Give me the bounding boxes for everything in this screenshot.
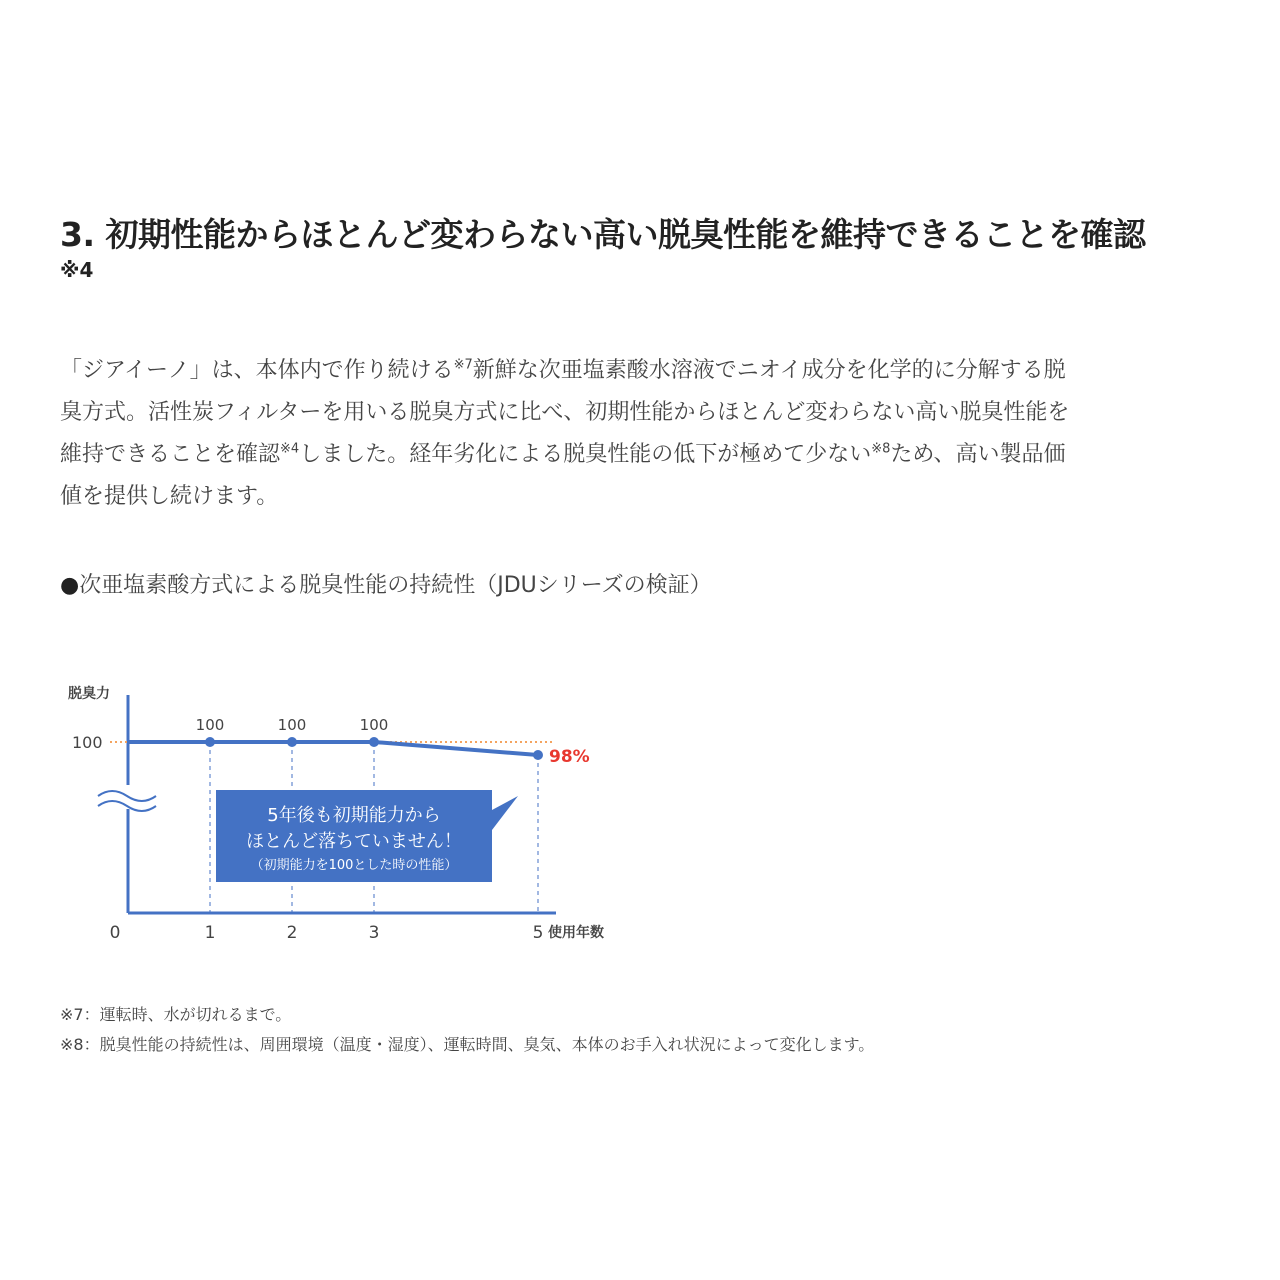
series-line [128,742,538,755]
caption-text: 次亜塩素酸方式による脱臭性能の持続性（JDUシリーズの検証） [79,573,712,598]
x-tick-label: 2 [286,923,298,943]
x-tick-label: 5 [532,923,544,943]
section-heading: 3. 初期性能からほとんど変わらない高い脱臭性能を維持できることを確認 [60,215,1146,254]
callout-line-3: （初期能力を100とした時の性能） [250,858,458,873]
footnote-ref-8: ※8 [871,441,891,457]
data-point [287,737,297,747]
callout-line-2: ほとんど落ちていません！ [246,831,462,852]
section-heading-note: ※4 [60,258,94,282]
callout-line-1: 5年後も初期能力から [267,805,441,826]
data-point [369,737,379,747]
data-label: 100 [277,716,307,734]
durability-chart [0,660,700,970]
caption-bullet: ● [60,573,80,598]
x-axis-label: 使用年数 [548,925,604,941]
body-line-1: 「ジアイーノ」は、本体内で作り続ける$^{※7}$新鮮な次亜塩素酸水溶液でニオイ成分を化学的に分解する脱 [60,357,1066,383]
data-point [205,737,215,747]
chart-caption [60,568,712,599]
body-paragraph [60,350,1220,518]
body-line-2: 臭方式。活性炭フィルターを用いる脱臭方式に比べ、初期性能からほとんど変わらない高い脱臭性能を [60,400,1070,425]
data-label: 100 [359,716,389,734]
footnotes [60,1000,874,1060]
data-label: 100 [195,716,225,734]
footnote-ref-4: ※4 [280,441,300,457]
y-axis-label: 脱臭力 [68,686,110,702]
body-line-4: 値を提供し続けます。 [60,484,279,509]
x-tick-label: 3 [368,923,380,943]
y-tick-label: 100 [72,733,103,752]
x-tick-label: 1 [204,923,216,943]
footnote-8: ※8：脱臭性能の持続性は、周囲環境（温度・湿度）、運転時間、臭気、本体のお手入れ状況によって変化します。 [60,1035,875,1054]
data-label-highlight: 98% [549,747,590,767]
footnote-7: ※7：運転時、水が切れるまで。 [60,1005,292,1024]
body-line-3: 維持できることを確認$^{※4}$しました。経年劣化による脱臭性能の低下が極めて少ない$^{※8}$ため、高い製品価 [60,441,1066,467]
data-point [533,750,543,760]
x-tick-label: 0 [109,923,121,943]
footnote-ref-7: ※7 [453,357,473,373]
